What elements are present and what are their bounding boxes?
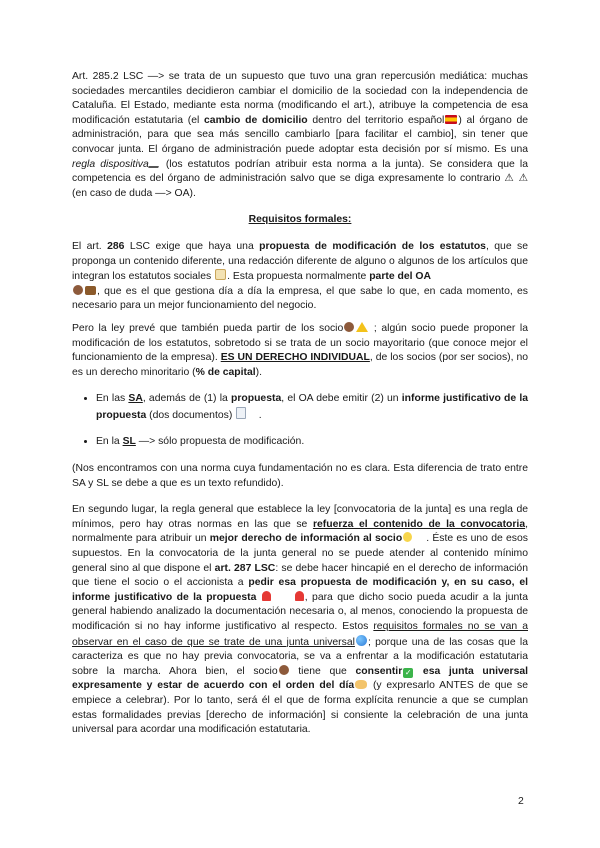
list-item-sl: • En la SL —> sólo propuesta de modificación. [96, 435, 528, 450]
regla-dispositiva-italic: regla dispositiva [72, 158, 149, 170]
document-page [72, 70, 528, 738]
warning-icon [356, 322, 368, 332]
cambio-domicilio-bold: cambio de domicilio [204, 114, 308, 126]
paragraph-note: (Nos encontramos con una norma cuya fundamentación no es clara. Esta diferencia de trato entre SA y SL se debe a que es un texto refundido). [72, 463, 528, 489]
siren-icon [295, 591, 304, 601]
parte-del-oa-bold: parte del OA [369, 271, 431, 283]
list-item-sa: • En las SA, además de (1) la propuesta, el OA debe emitir (2) un informe justificativo de la propuesta (dos documentos) . [96, 392, 528, 423]
paragraph-art-285: Art. 285.2 LSC —> se trata de un supuesto que tuvo una gran repercusión mediática: muchas sociedades mercantiles decidieron cambiar el domicilio de la sociedad con la independencia de Cataluña. El Estado, mediante esta norma (modificando el art.), atribuye la competencia de esa modificación estatutaria (el cambio de domicilio dentro del territorio español ) al órgano de administración, para que sea más sencillo cambiarlo [para facilitar el cambio], sin tener que convocar junta. El órgano de administración puede adoptar esta decisión por sí mismo. Es una regla dispositiva (los estatutos podrían atribuir esta norma a la junta). Se considera que la competencia es del órgano de administración salvo que se diga expresamente lo contrario ⚠ ⚠ (en caso de duda —> OA). [72, 71, 529, 199]
handshake-icon [355, 680, 367, 689]
person-icon [73, 285, 83, 295]
globe-icon [356, 635, 367, 646]
paragraph-art-286: El art. 286 LSC exige que haya una propuesta de modificación de los estatutos, que se proponga un contenido diferente, una redacción diferente de alguno o algunos de los artículos que integran los estatutos sociales . Esta propuesta normalmente parte del OA , que es el que gestiona día a día la empresa, el que sabe lo que, en cada momento, es necesario para un mejor funcionamiento del negocio. [72, 240, 528, 312]
lightbulb-icon [403, 532, 412, 542]
page-number: 2 [518, 796, 524, 807]
section-title: Requisitos formales: [248, 214, 352, 226]
check-icon: ✓ [404, 667, 412, 677]
paragraph-convocatoria: En segundo lugar, la regla general que establece la ley [convocatoria de la junta] es una regla de mínimos, pero hay otras normas en las que se refuerza el contenido de la convocatoria, normalmente para atribuir un mejor derecho de información al socio . Éste es uno de esos supuestos. En la convocatoria de la junta general no se puede atender al contenido mínimo general sino al que dispone el art. 287 LSC: se debe hacer hincapié en el derecho de información que tiene el socio o el accionista a pedir esa propuesta de modificación y, en su caso, el informe justificativo de la propuesta , para que dicho socio pueda acudir a la junta general habiendo analizado la documentación necesaria o, al menos, conociendo la propuesta de modificación si no hay informe justificativo al respecto. Estos requisitos formales no se van a observar en el caso de que se trate de una junta universal ; porque una de las cosas que la caracteriza es que no hay previa convocatoria, se va a enfrentar a la modificación estatutaria sobre la marcha. Ahora bien, el socio tiene que consentir ✓ esa junta universal expresamente y estar de acuerdo con el orden del día (y expresarlo ANTES de que se empiece a celebrar). Por lo tanto, será él el que de forma explícita renuncie a que se cumplan estas formalidades previas [derecho de información] si consiente la celebración de una junta universal para acordar una modificación estatutaria. [72, 504, 529, 736]
warning-icons: ⚠ ⚠ [504, 173, 528, 185]
person-icon [279, 665, 289, 675]
briefcase-icon [85, 286, 96, 295]
paragraph-socios: Pero la ley prevé que también pueda partir de los socio ; algún socio puede proponer la modificación de los estatutos, sobretodo si se trata de un socio mayoritario (que conoce mejor el funcionamiento de la empresa). ES UN DERECHO INDIVIDUAL, de los socios (por ser socios), no es un derecho minoritario (% de capital). [72, 322, 529, 378]
bullet-list [72, 392, 528, 423]
person-icon [344, 322, 354, 332]
bullet-list-2 [72, 435, 528, 450]
document-icon [236, 407, 246, 419]
siren-icon [262, 591, 271, 601]
scroll-icon [215, 269, 226, 280]
spain-flag-icon [445, 115, 457, 124]
propuesta-modificacion-bold: propuesta de modificación de los estatutos [259, 240, 486, 252]
derecho-individual-bold: ES UN DERECHO INDIVIDUAL [220, 352, 370, 364]
writing-hand-icon [148, 158, 162, 168]
